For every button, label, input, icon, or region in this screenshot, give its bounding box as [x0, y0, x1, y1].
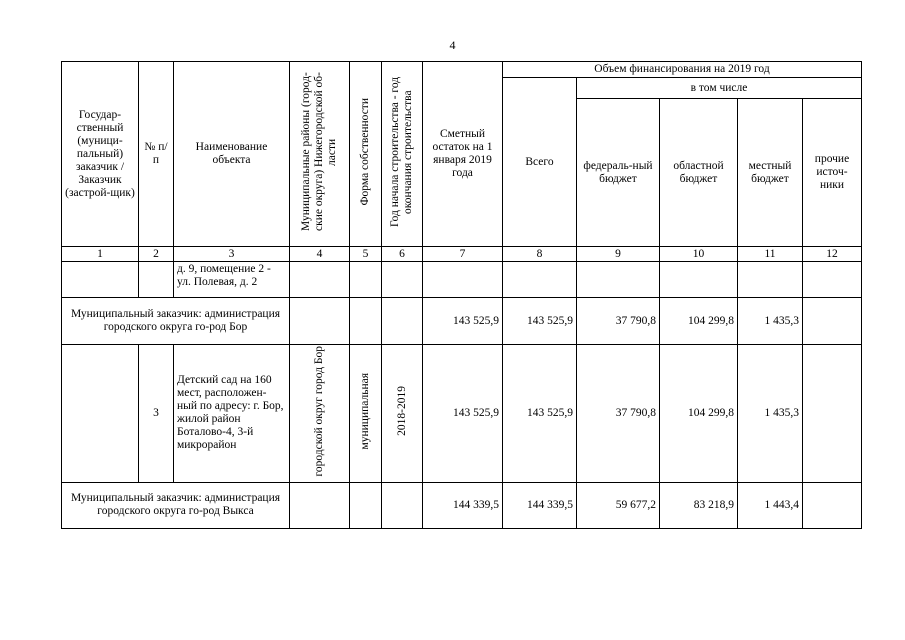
- header-number: № п/п: [139, 62, 174, 247]
- column-number: 9: [577, 247, 660, 262]
- other-value: [803, 482, 862, 528]
- table-row: [62, 482, 862, 528]
- regional-value: 104 299,8: [660, 345, 738, 483]
- column-number: 6: [382, 247, 423, 262]
- estimate-balance-value: 144 339,5: [423, 482, 503, 528]
- header-other: прочие источ-ники: [803, 99, 862, 247]
- header-total: Всего: [503, 78, 577, 247]
- header-ownership: Форма собственности: [350, 62, 382, 247]
- column-number: 8: [503, 247, 577, 262]
- local-value: 1 443,4: [738, 482, 803, 528]
- object-years: 2018-2019: [382, 345, 423, 483]
- estimate-balance-value: 143 525,9: [423, 345, 503, 483]
- regional-value: 83 218,9: [660, 482, 738, 528]
- estimate-balance-value: 143 525,9: [423, 298, 503, 345]
- object-name-continued: д. 9, помещение 2 - ул. Полевая, д. 2: [174, 262, 290, 298]
- header-regional: областной бюджет: [660, 99, 738, 247]
- total-value: 143 525,9: [503, 345, 577, 483]
- object-ownership: муниципальная: [350, 345, 382, 483]
- header-estimate-balance: Сметный остаток на 1 января 2019 года: [423, 62, 503, 247]
- other-value: [803, 298, 862, 345]
- table-row: [62, 262, 862, 298]
- header-object-name: Наименование объекта: [174, 62, 290, 247]
- page-number: 4: [449, 38, 456, 52]
- column-number: 4: [290, 247, 350, 262]
- column-number: 1: [62, 247, 139, 262]
- header-customer: Государ-ственный (муници-пальный) заказчик / Заказчик (застрой-щик): [62, 62, 139, 247]
- object-name: Детский сад на 160 мест, расположен-ный по адресу: г. Бор, жилой район Боталово-4, 3-й микрорайон: [174, 345, 290, 483]
- header-district: Муниципальные районы (город-ские округа) Нижегородской об-ласти: [290, 62, 350, 247]
- object-number: 3: [139, 345, 174, 483]
- table-row: [62, 345, 862, 483]
- federal-value: 37 790,8: [577, 298, 660, 345]
- column-number: 11: [738, 247, 803, 262]
- header-years: Год начала строительства - год окончания строительства: [382, 62, 423, 247]
- local-value: 1 435,3: [738, 345, 803, 483]
- column-number: 5: [350, 247, 382, 262]
- federal-value: 59 677,2: [577, 482, 660, 528]
- header-federal: федераль-ный бюджет: [577, 99, 660, 247]
- header-including: в том числе: [577, 78, 862, 99]
- object-district: городской округ город Бор: [290, 345, 350, 483]
- customer-label: Муниципальный заказчик: администрация городского округа го-род Выкса: [62, 482, 290, 528]
- federal-value: 37 790,8: [577, 345, 660, 483]
- column-number: 7: [423, 247, 503, 262]
- column-number: 12: [803, 247, 862, 262]
- column-number: 3: [174, 247, 290, 262]
- other-value: [803, 345, 862, 483]
- header-local: местный бюджет: [738, 99, 803, 247]
- regional-value: 104 299,8: [660, 298, 738, 345]
- local-value: 1 435,3: [738, 298, 803, 345]
- financing-table: [61, 61, 862, 529]
- customer-label: Муниципальный заказчик: администрация городского округа го-род Бор: [62, 298, 290, 345]
- column-number: 2: [139, 247, 174, 262]
- column-number: 10: [660, 247, 738, 262]
- table-row: [62, 298, 862, 345]
- header-funding-group: Объем финансирования на 2019 год: [503, 62, 862, 78]
- total-value: 143 525,9: [503, 298, 577, 345]
- total-value: 144 339,5: [503, 482, 577, 528]
- column-number-row: [62, 247, 862, 262]
